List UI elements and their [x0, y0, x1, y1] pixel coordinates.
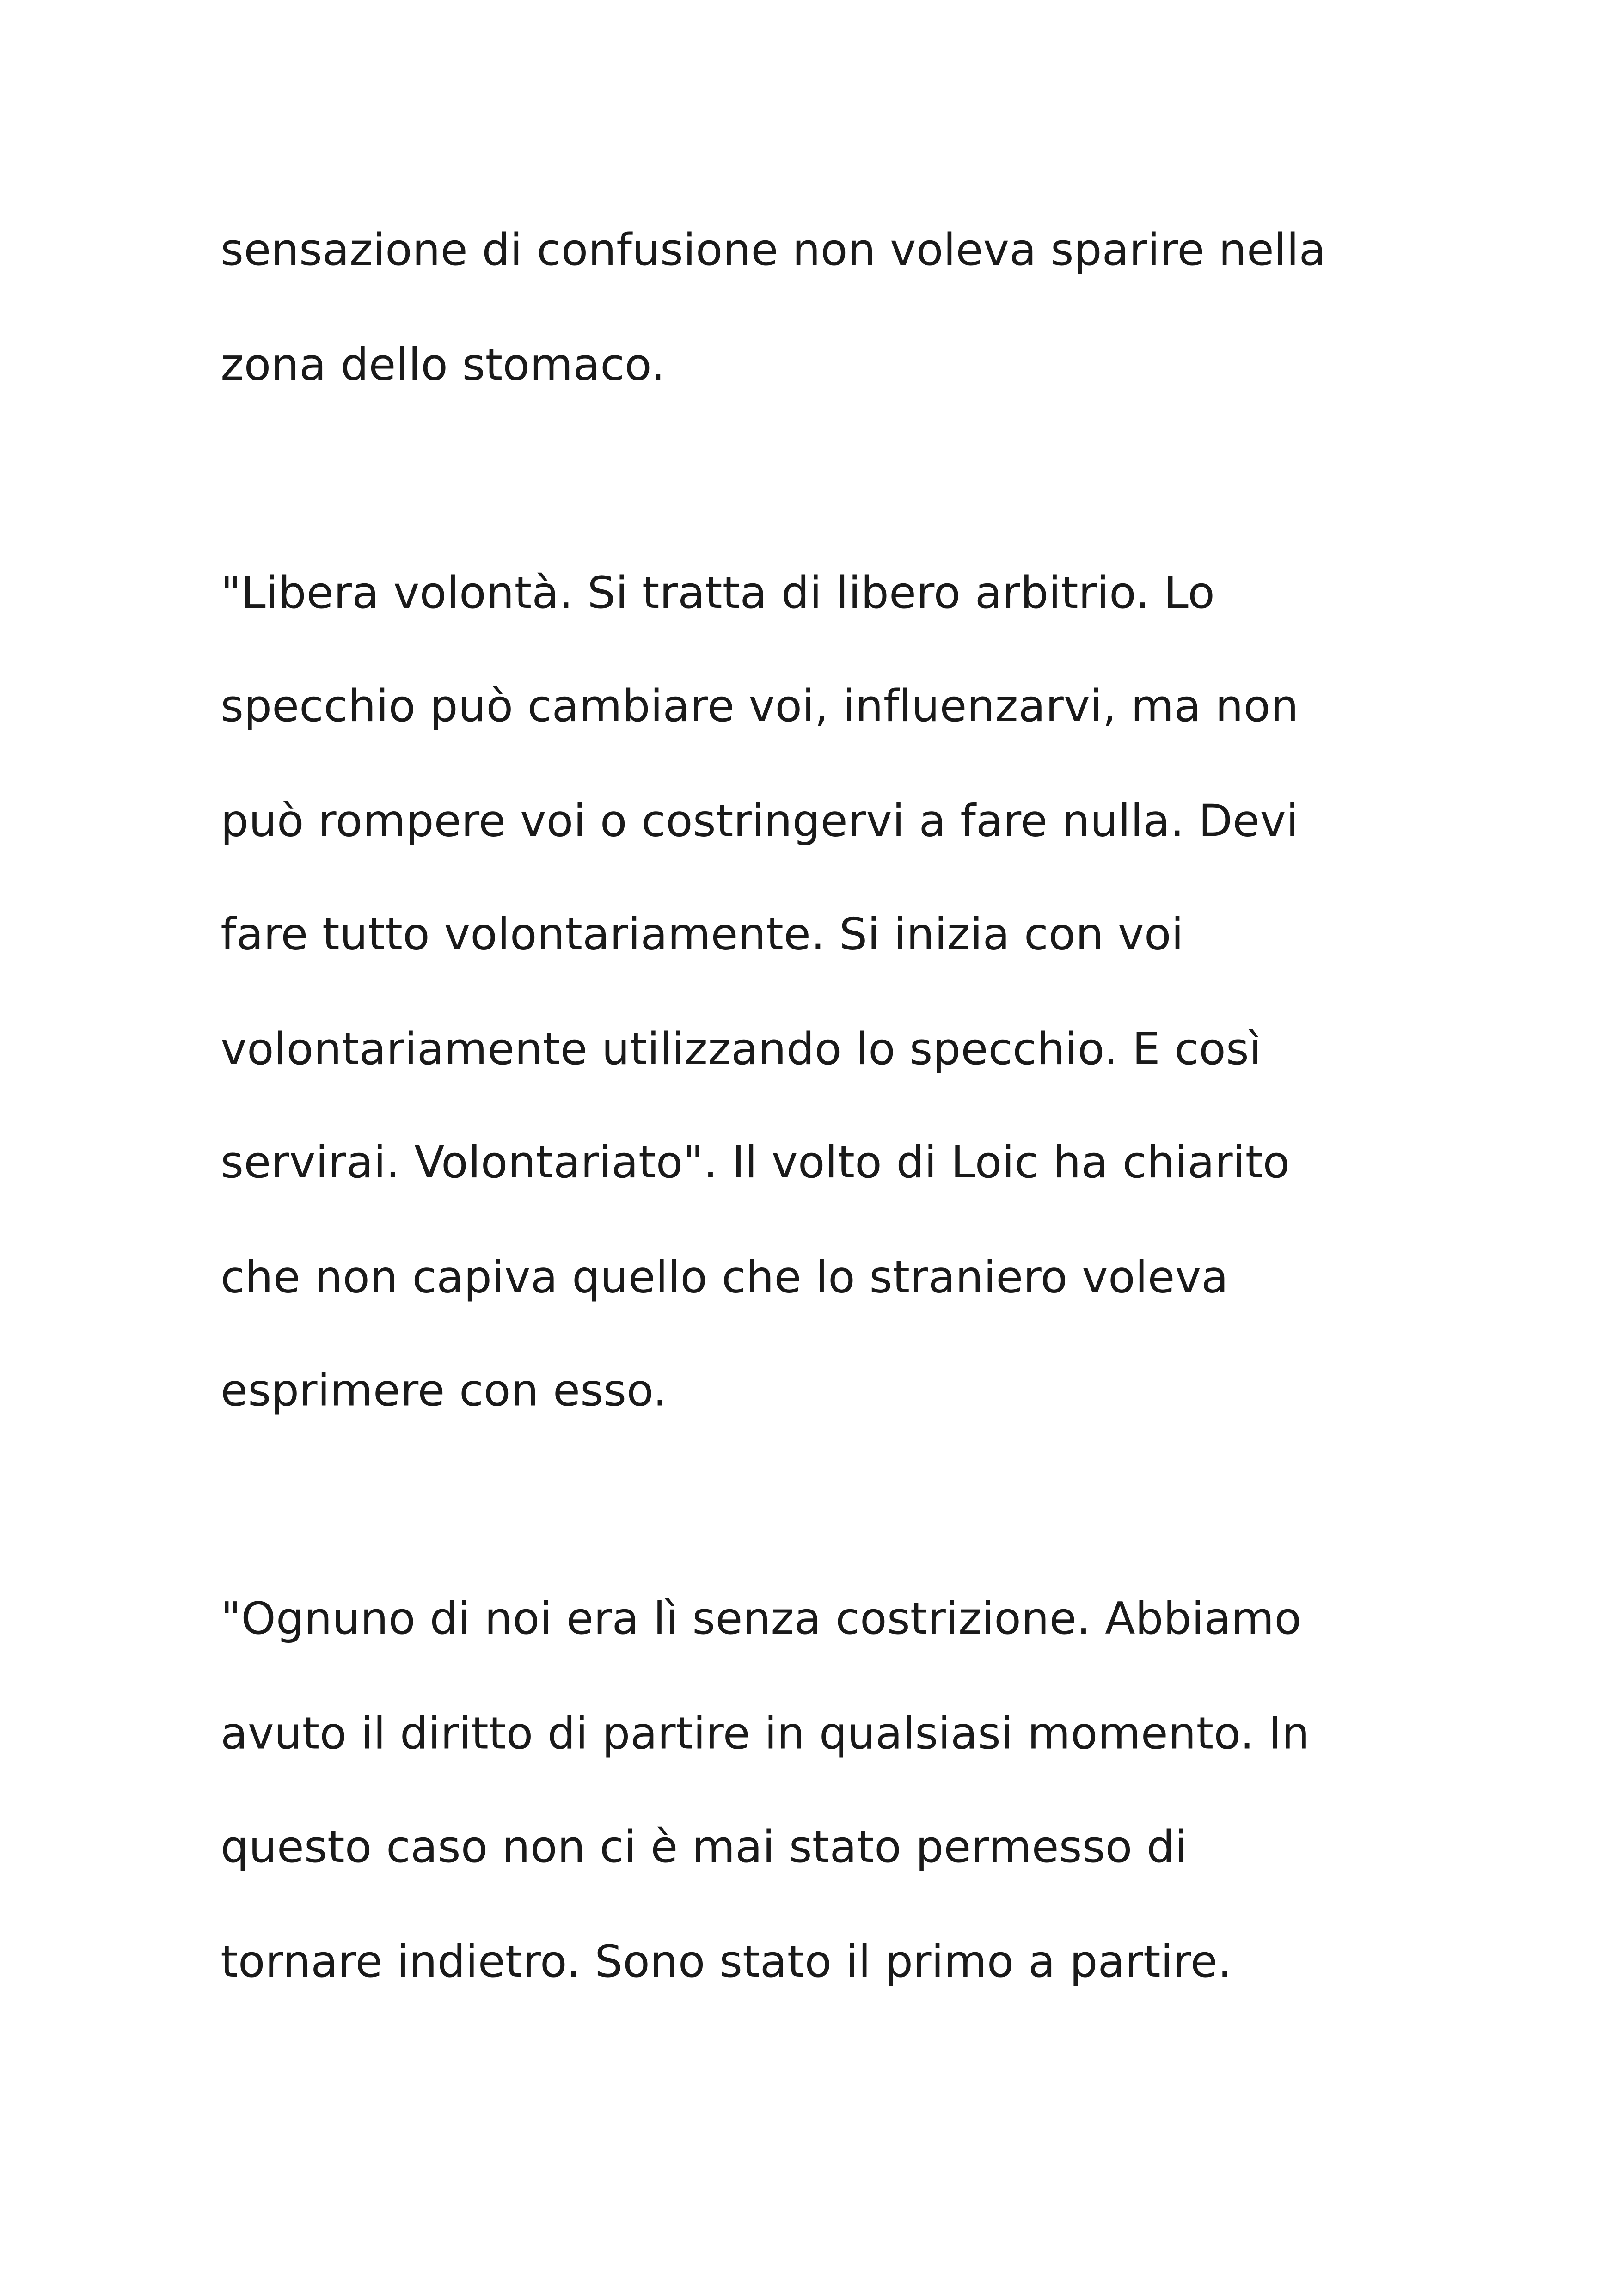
text-line: può rompere voi o costringervi a fare nulla. Devi — [221, 796, 1299, 848]
text-line: esprimere con esso. — [221, 1365, 668, 1418]
text-line: avuto il diritto di partire in qualsiasi momento. In — [221, 1708, 1310, 1761]
text-line: servirai. Volontariato". Il volto di Loic ha chiarito — [221, 1138, 1290, 1189]
text-line: "Libera volontà. Si tratta di libero arbitrio. Lo — [221, 568, 1215, 620]
text-line: fare tutto volontariamente. Si inizia con voi — [221, 909, 1184, 961]
text-line: questo caso non ci è mai stato permesso di — [221, 1822, 1188, 1874]
text-line: "Ognuno di noi era lì senza costrizione. Abbiamo — [221, 1594, 1302, 1646]
text-line: tornare indietro. Sono stato il primo a partire. — [221, 1937, 1232, 1989]
text-line: zona dello stomaco. — [221, 340, 665, 392]
text-line: volontariamente utilizzando lo specchio. E così — [221, 1024, 1262, 1076]
text-line: sensazione di confusione non voleva sparire nella — [221, 225, 1326, 277]
text-line: che non capiva quello che lo straniero voleva — [221, 1252, 1229, 1304]
text-line: specchio può cambiare voi, influenzarvi, ma non — [221, 681, 1299, 733]
